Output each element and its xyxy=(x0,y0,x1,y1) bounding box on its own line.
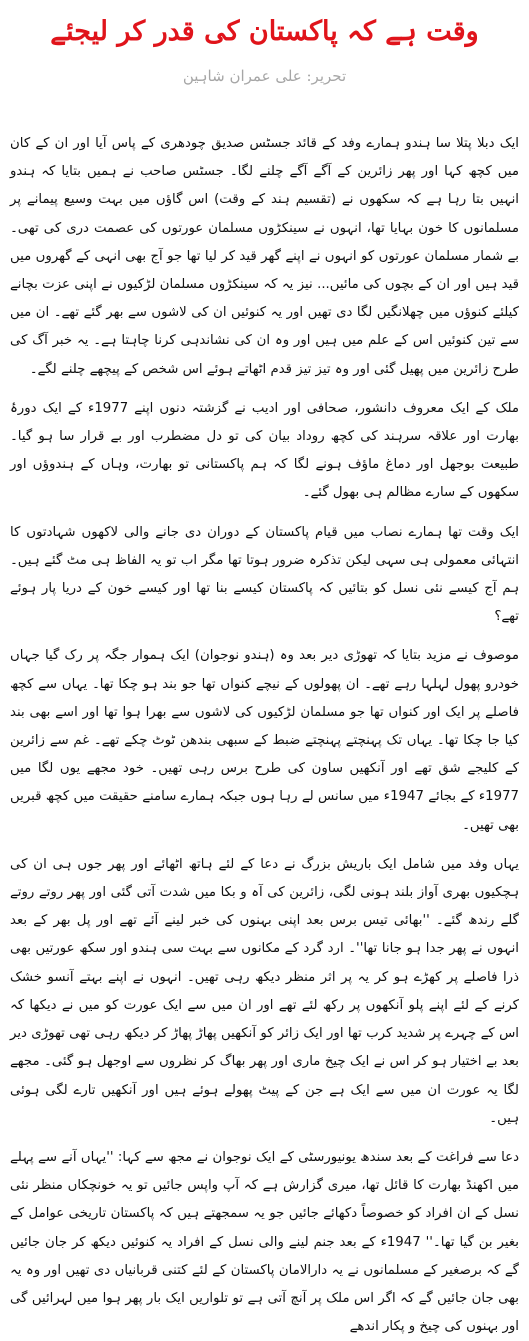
article-title: وقت ہے کہ پاکستان کی قدر کر لیجئے xyxy=(50,16,479,47)
paragraph-6: دعا سے فراغت کے بعد سندھ یونیورسٹی کے ایک نوجوان نے مجھ سے کہا: ''یہاں آنے سے پہلے میں اکھنڈ بھارت کا قائل تھا، میری گزارش ہے کہ آپ واپس جائیں تو یہ خونچکاں منظر نئی نسل کے ان افراد کو خصوصاً دکھائے جائیں جو یہ سمجھتے ہیں کہ پاکستان تاریخی عوامل کے بغیر بن گیا تھا۔'' 1947ء کے بعد جنم لینے والی نسل کے افراد یہ کنوئیں دیکھ کر جان جائیں گے کہ برصغیر کے مسلمانوں نے یہ دارالامان پاکستان کے لئے کتنی قربانیاں دی تھیں اور وہ یہ بھی جان جائیں گے کہ اگر اس ملک پر آنچ آتی ہے تو تلواریں ایک بار پھر ہوا میں لہرائیں گی اور بہنوں کی چیخ و پکار اندھے xyxy=(10,1149,519,1335)
paragraph-4: موصوف نے مزید بتایا کہ تھوڑی دیر بعد وہ (ہندو نوجوان) ایک ہموار جگہ پر رک گیا جہاں خودرو پھول لہلہا رہے تھے۔ ان پھولوں کے نیچے کنواں تھا جو بند ہو چکا تھا۔ یہاں سے کچھ فاصلے پر ایک اور کنواں تھا جو مسلمان لڑکیوں کی لاشوں سے بھرا ہوا تھا اور اسے بھی بند کیا جا چکا تھا۔ یہاں تک پہنچتے پہنچتے ضبط کے سبھی بندھن ٹوٹ چکے تھے۔ غم سے زائرین کے کلیجے شق تھے اور آنکھیں ساون کی طرح برس رہی تھیں۔ خود مجھے یوں لگا میں 1977ء کے بجائے 1947ء میں سانس لے رہا ہوں جبکہ ہمارے سامنے حقیقت میں کچھ قبریں بھی تھیں۔ xyxy=(10,648,519,833)
paragraph-1: ایک دبلا پتلا سا ہندو ہمارے وفد کے قائد جسٹس صدیق چودھری کے پاس آیا اور ان کے کان میں کچھ کہا اور پھر زائرین کے آگے آگے چلنے لگا۔ جسٹس صاحب نے ہمیں بتایا کہ ہندو انہیں بتا رہا ہے کہ سکھوں نے (تقسیم ہند کے وقت) اس گاؤں میں بہت وسیع پیمانے پر مسلمانوں کا خون بہایا تھا، انہوں نے سینکڑوں مسلمان عورتوں کی عصمت دری کی تھی۔ بے شمار مسلمان عورتوں کو انہوں نے اپنے گھر قید کر لیا تھا جو آج بھی انہی کے گھروں میں قید ہیں اور ان کے بچوں کی مائیں... نیز یہ کہ سینکڑوں مسلمان لڑکیوں نے اپنی عزت بچانے کیلئے کنوؤں میں چھلانگیں لگا دی تھیں اور یہ کنوئیں ان کی لاشوں سے بھر گئے تھے۔ ان میں سے تین کنوئیں اس کے علم میں ہیں اور وہ ان کی نشاندہی کرنا چاہتا ہے۔ یہ خبر آگ کی طرح زائرین میں پھیل گئی اور وہ تیز تیز قدم اٹھاتے ہوئے اس شخص کے پیچھے چلنے لگے۔ xyxy=(10,136,519,377)
article-header xyxy=(10,0,519,86)
paragraph-5: یہاں وفد میں شامل ایک باریش بزرگ نے دعا کے لئے ہاتھ اٹھائے اور پھر جوں ہی ان کی ہچکیوں بھری آواز بلند ہونی لگی، زائرین کی آہ و بکا میں شدت آتی گئی اور پھر روتے روتے گلے رندھ گئے۔ ''بھائی تیس برس بعد اپنی بہنوں کی خبر لینے آئے تھے اور پل بھر کے بعد انہوں نے پھر جدا ہو جانا تھا''۔ ارد گرد کے مکانوں سے بہت سی ہندو اور سکھ عورتیں بھی ذرا فاصلے پر کھڑے ہو کر یہ پر اثر منظر دیکھ رہی تھیں۔ انہوں نے اپنے بہتے آنسو خشک کرنے کے لئے اپنے پلو آنکھوں پر رکھ لئے تھے اور ان میں سے ایک عورت کو میں نے دیکھا کہ اس کے چہرے پر شدید کرب تھا اور ایک زائر کو آنکھیں پھاڑ پھاڑ کر دیکھ رہی تھی تھوڑی دیر بعد بے اختیار ہو کر اس نے ایک چیخ ماری اور پھر بھاگ کر نظروں سے اوجھل ہو گئی۔ مجھے لگا یہ عورت ان میں سے ایک ہے جن کے پیٹ پھولے ہوئے ہیں اور آنکھیں تارے لگی ہوئی ہیں۔ xyxy=(10,856,519,1126)
article-body xyxy=(10,130,519,1341)
paragraph-3: ایک وقت تھا ہمارے نصاب میں قیام پاکستان کے دوران دی جانے والی لاکھوں شہادتوں کا انتہائی معمولی ہی سہی لیکن تذکرہ ضرور ہوتا تھا مگر اب تو یہ الفاظ ہی مٹ گئے ہیں۔ ہم آج کیسے نئی نسل کو بتائیں کہ پاکستان کیسے بنا تھا اور کیسے خون کے دریا پار ہوئے تھے؟ xyxy=(10,524,519,625)
article-byline: تحریر: علی عمران شاہین xyxy=(182,67,347,85)
paragraph-2: ملک کے ایک معروف دانشور، صحافی اور ادیب نے گزشتہ دنوں اپنے 1977ء کے ایک دورۂ بھارت اور علاقہ سرہند کی کچھ روداد بیان کی تو دل مضطرب اور بے قرار سا ہو گیا۔ طبیعت بوجھل اور دماغ ماؤف ہونے لگا کہ ہم پاکستانی تو بھارت، وہاں کے ہندوؤں اور سکھوں کے سارے مظالم ہی بھول گئے۔ xyxy=(10,400,519,501)
